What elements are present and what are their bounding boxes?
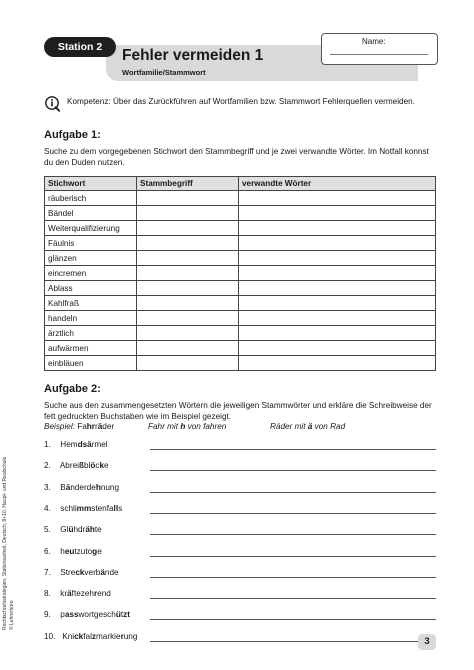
table-header-row — [45, 177, 436, 191]
exercise-number: 1. — [44, 440, 51, 449]
answer-line[interactable] — [150, 513, 436, 514]
col-header-stammbegriff: Stammbegriff — [137, 177, 239, 191]
exercise-item — [44, 461, 109, 470]
stammbegriff-answer-cell[interactable] — [137, 191, 239, 206]
stammbegriff-answer-cell[interactable] — [137, 236, 239, 251]
station-badge: Station 2 — [44, 37, 116, 57]
info-icon — [45, 96, 61, 112]
exercise-number: 10. — [44, 631, 56, 641]
answer-line[interactable] — [150, 577, 436, 578]
stammbegriff-answer-cell[interactable] — [137, 221, 239, 236]
stammbegriff-answer-cell[interactable] — [137, 341, 239, 356]
name-field[interactable] — [330, 54, 428, 55]
table-row — [45, 251, 436, 266]
exercise-word: Knickfalzmarkierung — [62, 631, 138, 641]
verwandte-woerter-answer-cell[interactable] — [239, 251, 436, 266]
col-header-verwandte-woerter: verwandte Wörter — [239, 177, 436, 191]
stichwort-cell: Fäulnis — [45, 236, 137, 251]
table-row — [45, 356, 436, 371]
stichwort-cell: Ablass — [45, 281, 137, 296]
stichwort-table — [44, 176, 436, 371]
verwandte-woerter-answer-cell[interactable] — [239, 281, 436, 296]
verwandte-woerter-answer-cell[interactable] — [239, 236, 436, 251]
answer-line[interactable] — [150, 641, 436, 642]
exercise-item — [44, 589, 111, 598]
exercise-word: kräftezehrend — [60, 589, 111, 599]
exercise-item — [44, 547, 102, 556]
aufgabe1-instruction: Suche zu dem vorgegebenen Stichwort den Stammbegriff und je zwei verwandte Wörter. Im Notfall konnst du den Duden nutzen. — [44, 147, 429, 167]
table-row — [45, 221, 436, 236]
stammbegriff-answer-cell[interactable] — [137, 296, 239, 311]
aufgabe2-heading: Aufgabe 2: — [44, 383, 101, 395]
exercise-word: passwortgeschützt — [60, 610, 130, 620]
col-header-stichwort: Stichwort — [45, 177, 137, 191]
exercise-item — [44, 504, 122, 513]
stichwort-cell: Bändel — [45, 206, 137, 221]
verwandte-woerter-answer-cell[interactable] — [239, 311, 436, 326]
side-note: Rechtschreibstrategien, Stationsarbeit, Deutsch, 8+10, Haupt- und Realschule © Lehrerbüro — [2, 456, 15, 630]
verwandte-woerter-answer-cell[interactable] — [239, 191, 436, 206]
table-row — [45, 341, 436, 356]
exercise-word: Streckverbände — [60, 567, 119, 577]
stichwort-cell: glänzen — [45, 251, 137, 266]
aufgabe2-instruction: Suche aus den zusammengesetzten Wörtern die jeweiligen Stammwörter und erkläre die Schreibweise der fett gedruckten Buchstaben wie im Beispiel gezeigt. — [44, 401, 432, 421]
exercise-word: Abreißblöcke — [59, 461, 109, 471]
stichwort-cell: einbläuen — [45, 356, 137, 371]
beispiel-label: Beispiel: Fahrräder — [44, 422, 115, 431]
table-row — [45, 281, 436, 296]
exercise-number: 6. — [44, 546, 51, 556]
answer-line[interactable] — [150, 598, 436, 599]
answer-line[interactable] — [150, 470, 436, 471]
page-number: 3 — [418, 634, 436, 650]
verwandte-woerter-answer-cell[interactable] — [239, 356, 436, 371]
table-row — [45, 191, 436, 206]
exercise-item — [44, 568, 119, 577]
exercise-item — [44, 632, 137, 641]
exercise-item — [44, 610, 130, 619]
exercise-number: 4. — [44, 503, 51, 513]
stammbegriff-answer-cell[interactable] — [137, 281, 239, 296]
stichwort-cell: Kahlfraß — [45, 296, 137, 311]
exercise-item — [44, 525, 102, 534]
stichwort-cell: ärztlich — [45, 326, 137, 341]
stichwort-cell: Weiterqualifizierung — [45, 221, 137, 236]
stammbegriff-answer-cell[interactable] — [137, 311, 239, 326]
stammbegriff-answer-cell[interactable] — [137, 206, 239, 221]
exercise-number: 2. — [44, 461, 51, 471]
answer-line[interactable] — [150, 619, 436, 620]
exercise-number: 3. — [44, 482, 51, 492]
table-row — [45, 266, 436, 281]
table-row — [45, 206, 436, 221]
stammbegriff-answer-cell[interactable] — [137, 326, 239, 341]
stichwort-cell: aufwärmen — [45, 341, 137, 356]
exercise-number: 5. — [44, 525, 51, 535]
exercise-item — [44, 483, 119, 492]
stichwort-cell: handeln — [45, 311, 137, 326]
aufgabe1-heading: Aufgabe 1: — [44, 129, 101, 141]
beispiel-explanation-1: Fahr mit h von fahren — [148, 422, 227, 431]
page-subtitle: Wortfamilie/Stammwort — [122, 68, 206, 77]
verwandte-woerter-answer-cell[interactable] — [239, 221, 436, 236]
beispiel-explanation-2: Räder mit ä von Rad — [270, 422, 346, 431]
table-row — [45, 236, 436, 251]
verwandte-woerter-answer-cell[interactable] — [239, 296, 436, 311]
kompetenz-text: Kompetenz: Über das Zurückführen auf Wortfamilien bzw. Stammwort Fehlerquellen vermeiden. — [67, 97, 415, 106]
stammbegriff-answer-cell[interactable] — [137, 251, 239, 266]
stichwort-cell: räuberisch — [45, 191, 137, 206]
page-title: Fehler vermeiden 1 — [122, 47, 264, 64]
exercise-word: Hemdsärmel — [60, 440, 108, 449]
exercise-word: Glühdrähte — [60, 525, 102, 535]
answer-line[interactable] — [150, 556, 436, 557]
answer-line[interactable] — [150, 449, 436, 450]
table-row — [45, 326, 436, 341]
exercise-number: 9. — [44, 610, 51, 620]
verwandte-woerter-answer-cell[interactable] — [239, 341, 436, 356]
name-label: Name: — [362, 37, 386, 46]
verwandte-woerter-answer-cell[interactable] — [239, 326, 436, 341]
exercise-number: 7. — [44, 567, 51, 577]
stammbegriff-answer-cell[interactable] — [137, 356, 239, 371]
exercise-word: heutzutoge — [60, 546, 102, 556]
verwandte-woerter-answer-cell[interactable] — [239, 206, 436, 221]
table-row — [45, 311, 436, 326]
table-row — [45, 296, 436, 311]
exercise-number: 8. — [44, 589, 51, 599]
exercise-item — [44, 440, 108, 449]
verwandte-woerter-answer-cell[interactable] — [239, 266, 436, 281]
exercise-word: Bänderdehnung — [60, 482, 120, 492]
stammbegriff-answer-cell[interactable] — [137, 266, 239, 281]
answer-line[interactable] — [150, 534, 436, 535]
exercise-word: schlimmstenfalls — [60, 503, 123, 513]
stichwort-cell: eincremen — [45, 266, 137, 281]
answer-line[interactable] — [150, 492, 436, 493]
